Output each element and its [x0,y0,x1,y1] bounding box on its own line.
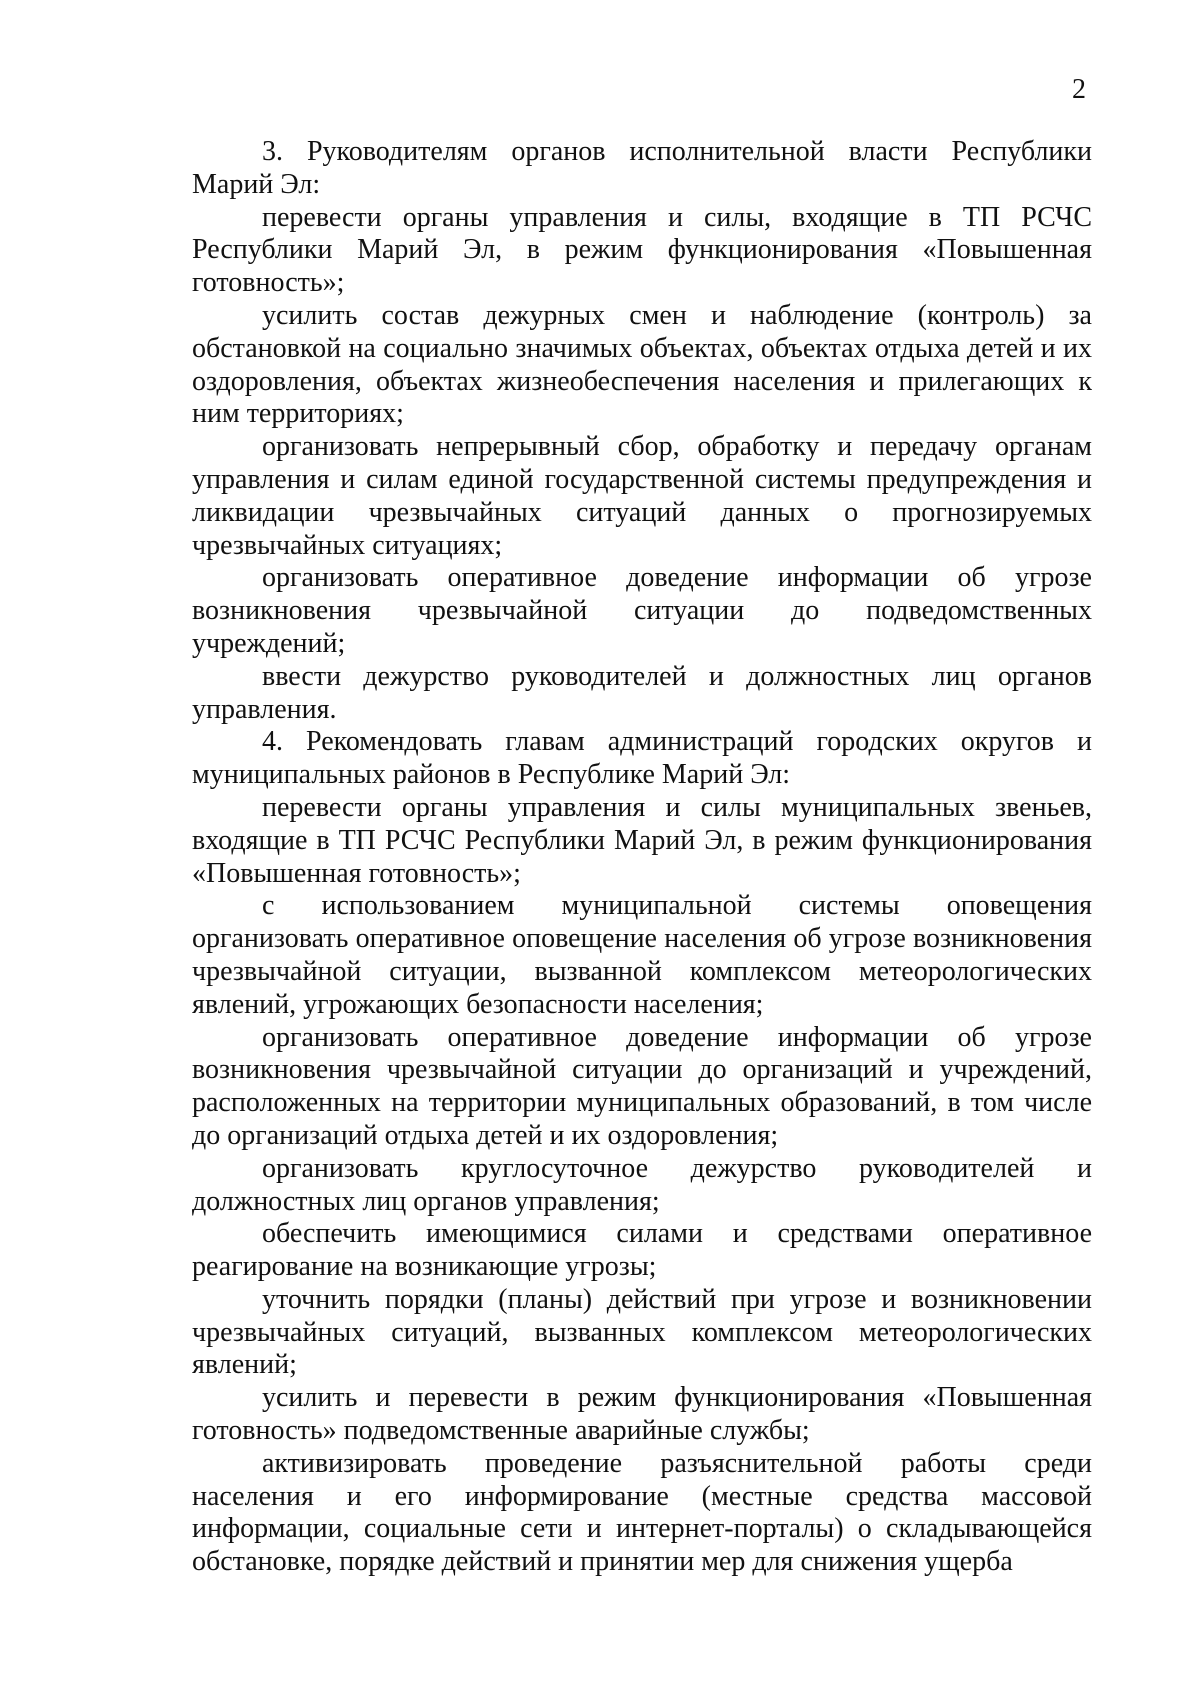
paragraph-item-3: 3. Руководителям органов исполнительной власти Республики Марий Эл: [192,136,1092,200]
paragraph-municipal-transfer: перевести органы управления и силы муниципальных звеньев, входящие в ТП РСЧС Республики Марий Эл, в режим функционирования «Повышенная готовность»; [192,791,1092,889]
document-body [192,136,1092,1579]
paragraph-duty-shifts: усилить состав дежурных смен и наблюдение (контроль) за обстановкой на социально значимых объектах, объектах отдыха детей и их оздоровления, объектах жизнеобеспечения населения и прилегающих к ним территориях; [192,299,1092,430]
paragraph-data-collection: организовать непрерывный сбор, обработку и передачу органам управления и силам единой государственной системы предупреждения и ликвидации чрезвычайных ситуаций данных о прогнозируемых чрезвычайных ситуациях; [192,431,1092,561]
paragraph-management-duty: ввести дежурство руководителей и должностных лиц органов управления. [192,660,1092,725]
paragraph-municipal-information: организовать оперативное доведение информации об угрозе возникновения чрезвычайной ситуации до организаций и учреждений, расположенных на территории муниципальных образований, в том числе до организаций отдыха детей и их оздоровления; [192,1021,1092,1151]
paragraph-public-outreach: активизировать проведение разъяснительной работы среди населения и его информирование (местные средства массовой информации, социальные сети и интернет-порталы) о складывающейся обстановке, порядке действий и принятии мер для снижения ущерба [192,1447,1092,1578]
paragraph-item-4: 4. Рекомендовать главам администраций городских округов и муниципальных районов в Республике Марий Эл: [192,726,1092,791]
paragraph-operational-response: обеспечить имеющимися силами и средствами оперативное реагирование на возникающие угрозы; [192,1218,1092,1283]
paragraph-action-plans: уточнить порядки (планы) действий при угрозе и возникновении чрезвычайных ситуаций, вызванных комплексом метеорологических явлений; [192,1283,1092,1381]
paragraph-emergency-services: усилить и перевести в режим функционирования «Повышенная готовность» подведомственные аварийные службы; [192,1382,1092,1447]
paragraph-transfer-bodies: перевести органы управления и силы, входящие в ТП РСЧС Республики Марий Эл, в режим функционирования «Повышенная готовность»; [192,201,1092,299]
paragraph-round-the-clock-duty: организовать круглосуточное дежурство руководителей и должностных лиц органов управления; [192,1152,1092,1217]
paragraph-warning-system: с использованием муниципальной системы оповещения организовать оперативное оповещение населения об угрозе возникновения чрезвычайной ситуации, вызванной комплексом метеорологических явлений, угрожающих безопасности населения; [192,890,1092,1020]
paragraph-information-delivery: организовать оперативное доведение информации об угрозе возникновения чрезвычайной ситуации до подведомственных учреждений; [192,562,1092,659]
page-number: 2 [1072,74,1086,105]
